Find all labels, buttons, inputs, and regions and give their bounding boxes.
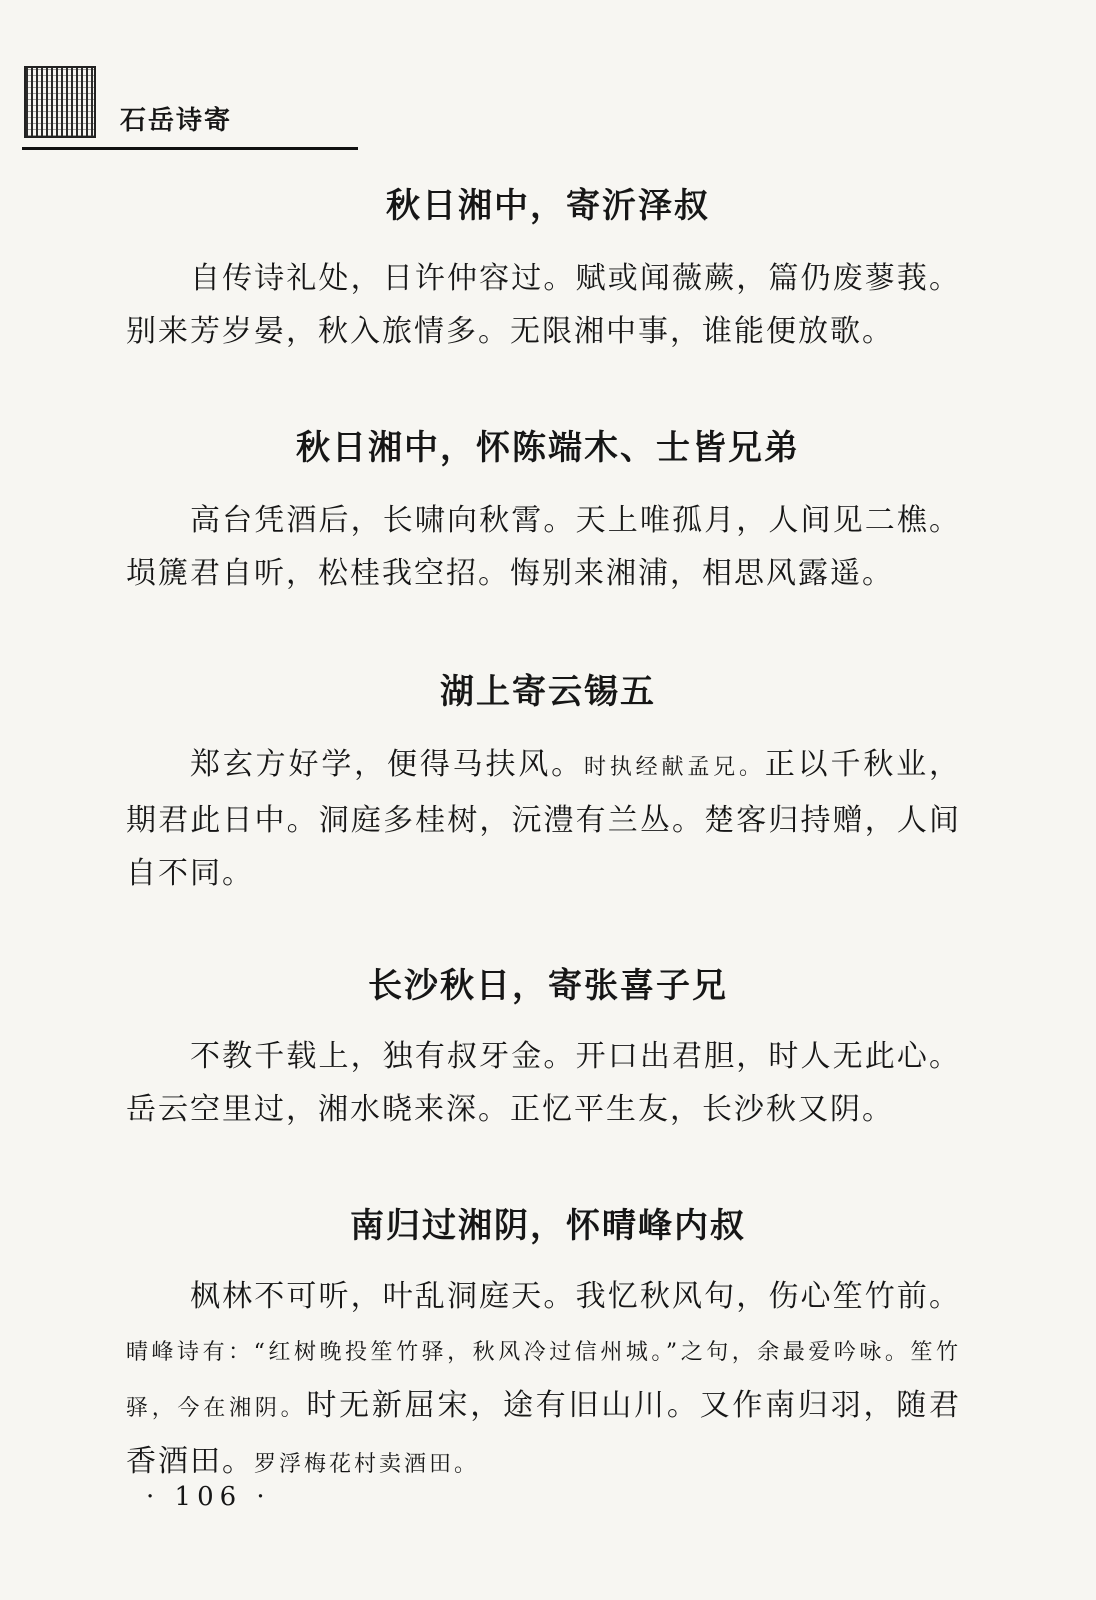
poem-title: 秋日湘中，寄沂泽叔 bbox=[386, 186, 710, 226]
poem-title: 秋日湘中，怀陈端木、士皆兄弟 bbox=[296, 428, 800, 468]
poem-body bbox=[126, 738, 961, 900]
poem-text: 高台凭酒后，长啸向秋霄。天上唯孤月，人间见二樵。埙篪君自听，松桂我空招。悔别来湘浦，相思风露遥。 bbox=[126, 503, 961, 591]
page-number: · 106 · bbox=[146, 1482, 271, 1512]
poem-title: 长沙秋日，寄张喜子兄 bbox=[368, 966, 728, 1006]
poem-body bbox=[126, 494, 961, 600]
poem-title: 南归过湘阴，怀晴峰内叔 bbox=[350, 1206, 746, 1246]
poem-body bbox=[126, 1270, 961, 1491]
seal-logo bbox=[24, 66, 96, 138]
poem-text: 郑玄方好学，便得马扶风。 bbox=[190, 747, 584, 782]
poem-text: 枫林不可听，叶乱洞庭天。我忆秋风句，伤心笙竹前。 bbox=[190, 1279, 961, 1314]
poem-body bbox=[126, 252, 961, 358]
poem-note: 时执经献孟兄。 bbox=[584, 755, 765, 780]
poem-text: 自传诗礼处，日许仲容过。赋或闻薇蕨，篇仍废蓼莪。别来芳岁晏，秋入旅情多。无限湘中事，谁能便放歌。 bbox=[126, 261, 961, 349]
poem-note: 罗浮梅花村卖酒田。 bbox=[254, 1452, 480, 1477]
poem-text: 不教千载上，独有叔牙金。开口出君胆，时人无此心。岳云空里过，湘水晓来深。正忆平生友，长沙秋又阴。 bbox=[126, 1039, 961, 1127]
poem-text: 正以千秋业，期君此日中。洞庭多桂树，沅澧有兰丛。楚客归持赠，人间自不同。 bbox=[126, 747, 962, 891]
book-title: 石岳诗寄 bbox=[120, 106, 233, 136]
poem-body bbox=[126, 1030, 961, 1136]
poem-title: 湖上寄云锡五 bbox=[440, 672, 656, 712]
poem-text: 时无新屈宋，途有旧山川。又作南归羽，随君香酒田。 bbox=[126, 1388, 961, 1479]
header-rule bbox=[22, 147, 358, 150]
poem-note: 晴峰诗有：“红树晚投笙竹驿，秋风冷过信州城。”之句，余最爱吟咏。笙竹驿，今在湘阴。 bbox=[126, 1340, 961, 1421]
